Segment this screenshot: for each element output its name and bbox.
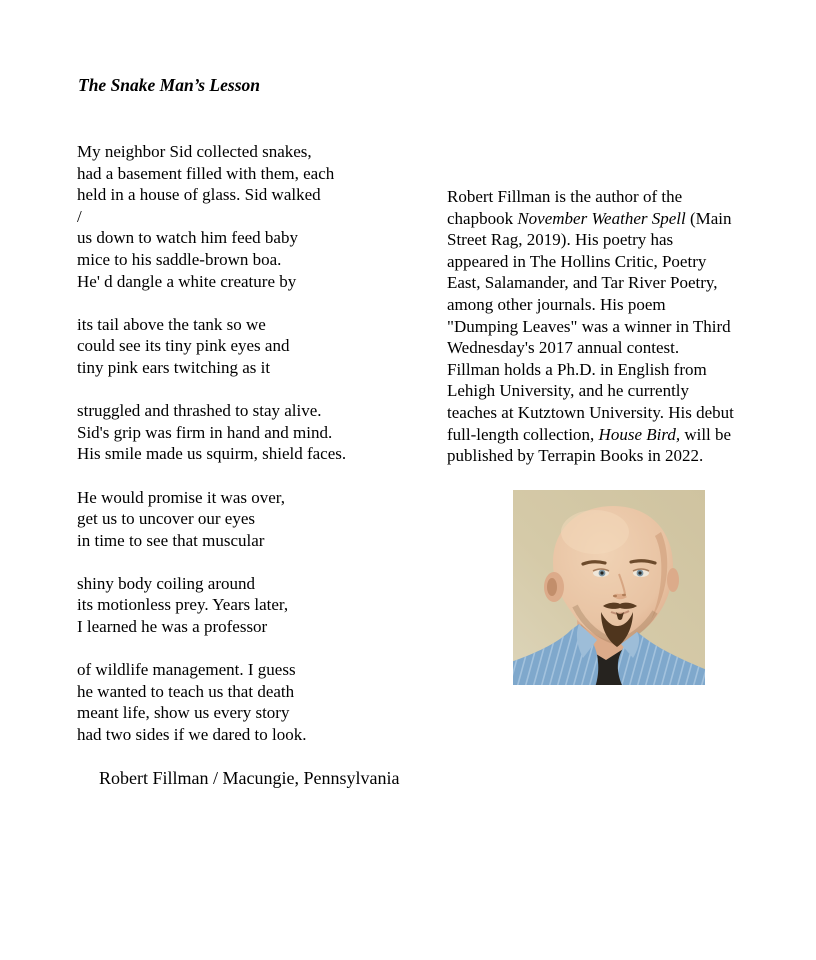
bio-line <box>447 359 734 381</box>
poem-line: tiny pink ears twitching as it <box>77 357 271 377</box>
poem-stanza <box>77 659 399 745</box>
bio-line <box>447 251 734 273</box>
bio-line <box>447 208 734 230</box>
bio-line <box>447 294 734 316</box>
author-photo-illustration <box>513 490 705 685</box>
poem-line: I learned he was a professor <box>77 617 268 637</box>
bio-segment: chapbook <box>447 208 518 228</box>
poem <box>77 141 399 789</box>
poem-line: He' d dangle a white creature by <box>77 271 297 291</box>
poem-line: its motionless prey. Years later, <box>77 595 289 615</box>
poem-line: had two sides if we dared to look. <box>77 725 307 745</box>
poem-line: His smile made us squirm, shield faces. <box>77 444 347 464</box>
bio-segment: East, Salamander, and Tar River Poetry, <box>447 273 718 293</box>
bio-segment: appeared in The Hollins Critic, Poetry <box>447 251 707 271</box>
bio-segment: House Bird, <box>598 424 681 444</box>
bio-line <box>447 229 734 251</box>
bio-line <box>447 445 734 467</box>
poem-stanzas <box>77 141 399 746</box>
poem-line: meant life, show us every story <box>77 703 290 723</box>
poem-title: The Snake Man’s Lesson <box>78 75 260 95</box>
bio-segment: among other journals. His poem <box>447 294 666 314</box>
bio-line <box>447 316 734 338</box>
poem-line: of wildlife management. I guess <box>77 660 296 680</box>
poem-line: he wanted to teach us that death <box>77 681 295 701</box>
bio-segment: Fillman holds a Ph.D. in English from <box>447 359 707 379</box>
bio-segment: Lehigh University, and he currently <box>447 381 690 401</box>
poem-line: had a basement filled with them, each <box>77 163 335 183</box>
poem-attribution: Robert Fillman / Macungie, Pennsylvania <box>99 768 400 789</box>
poem-stanza <box>77 487 399 552</box>
bio-line <box>447 380 734 402</box>
poem-line: Sid's grip was firm in hand and mind. <box>77 422 333 442</box>
bio-segment: teaches at Kutztown University. His debut <box>447 402 734 422</box>
bio-segment: (Main <box>685 208 732 228</box>
poem-line: / <box>77 206 82 226</box>
author-photo <box>513 490 705 685</box>
poem-line: shiny body coiling around <box>77 573 256 593</box>
bio-segment: Wednesday's 2017 annual contest. <box>447 338 680 358</box>
poem-line: held in a house of glass. Sid walked <box>77 185 321 205</box>
bio-segment: Robert Fillman is the author of the <box>447 187 683 206</box>
poem-line: in time to see that muscular <box>77 530 265 550</box>
bio-line <box>447 272 734 294</box>
poem-line: My neighbor Sid collected snakes, <box>77 142 312 161</box>
bio-line <box>447 424 734 446</box>
bio-segment: full-length collection, <box>447 424 599 444</box>
poem-stanza <box>77 400 399 465</box>
bio-text <box>447 186 734 467</box>
poem-line: could see its tiny pink eyes and <box>77 336 290 356</box>
bio-line <box>447 337 734 359</box>
poem-line: get us to uncover our eyes <box>77 509 255 529</box>
poem-line: mice to his saddle-brown boa. <box>77 249 282 269</box>
poem-line: struggled and thrashed to stay alive. <box>77 401 322 421</box>
poem-line: its tail above the tank so we <box>77 314 266 334</box>
poem-line: He would promise it was over, <box>77 487 286 507</box>
bio-line <box>447 186 734 208</box>
poem-stanza <box>77 141 399 292</box>
bio-segment: "Dumping Leaves" was a winner in Third <box>447 316 731 336</box>
bio-segment: will be <box>680 424 732 444</box>
poem-stanza <box>77 573 399 638</box>
bio-segment: November Weather Spell <box>517 208 686 228</box>
bio-segment: published by Terrapin Books in 2022. <box>447 446 704 466</box>
poem-line: us down to watch him feed baby <box>77 228 298 248</box>
bio-line <box>447 402 734 424</box>
poem-stanza <box>77 314 399 379</box>
bio-segment: Street Rag, 2019). His poetry has <box>447 230 674 250</box>
